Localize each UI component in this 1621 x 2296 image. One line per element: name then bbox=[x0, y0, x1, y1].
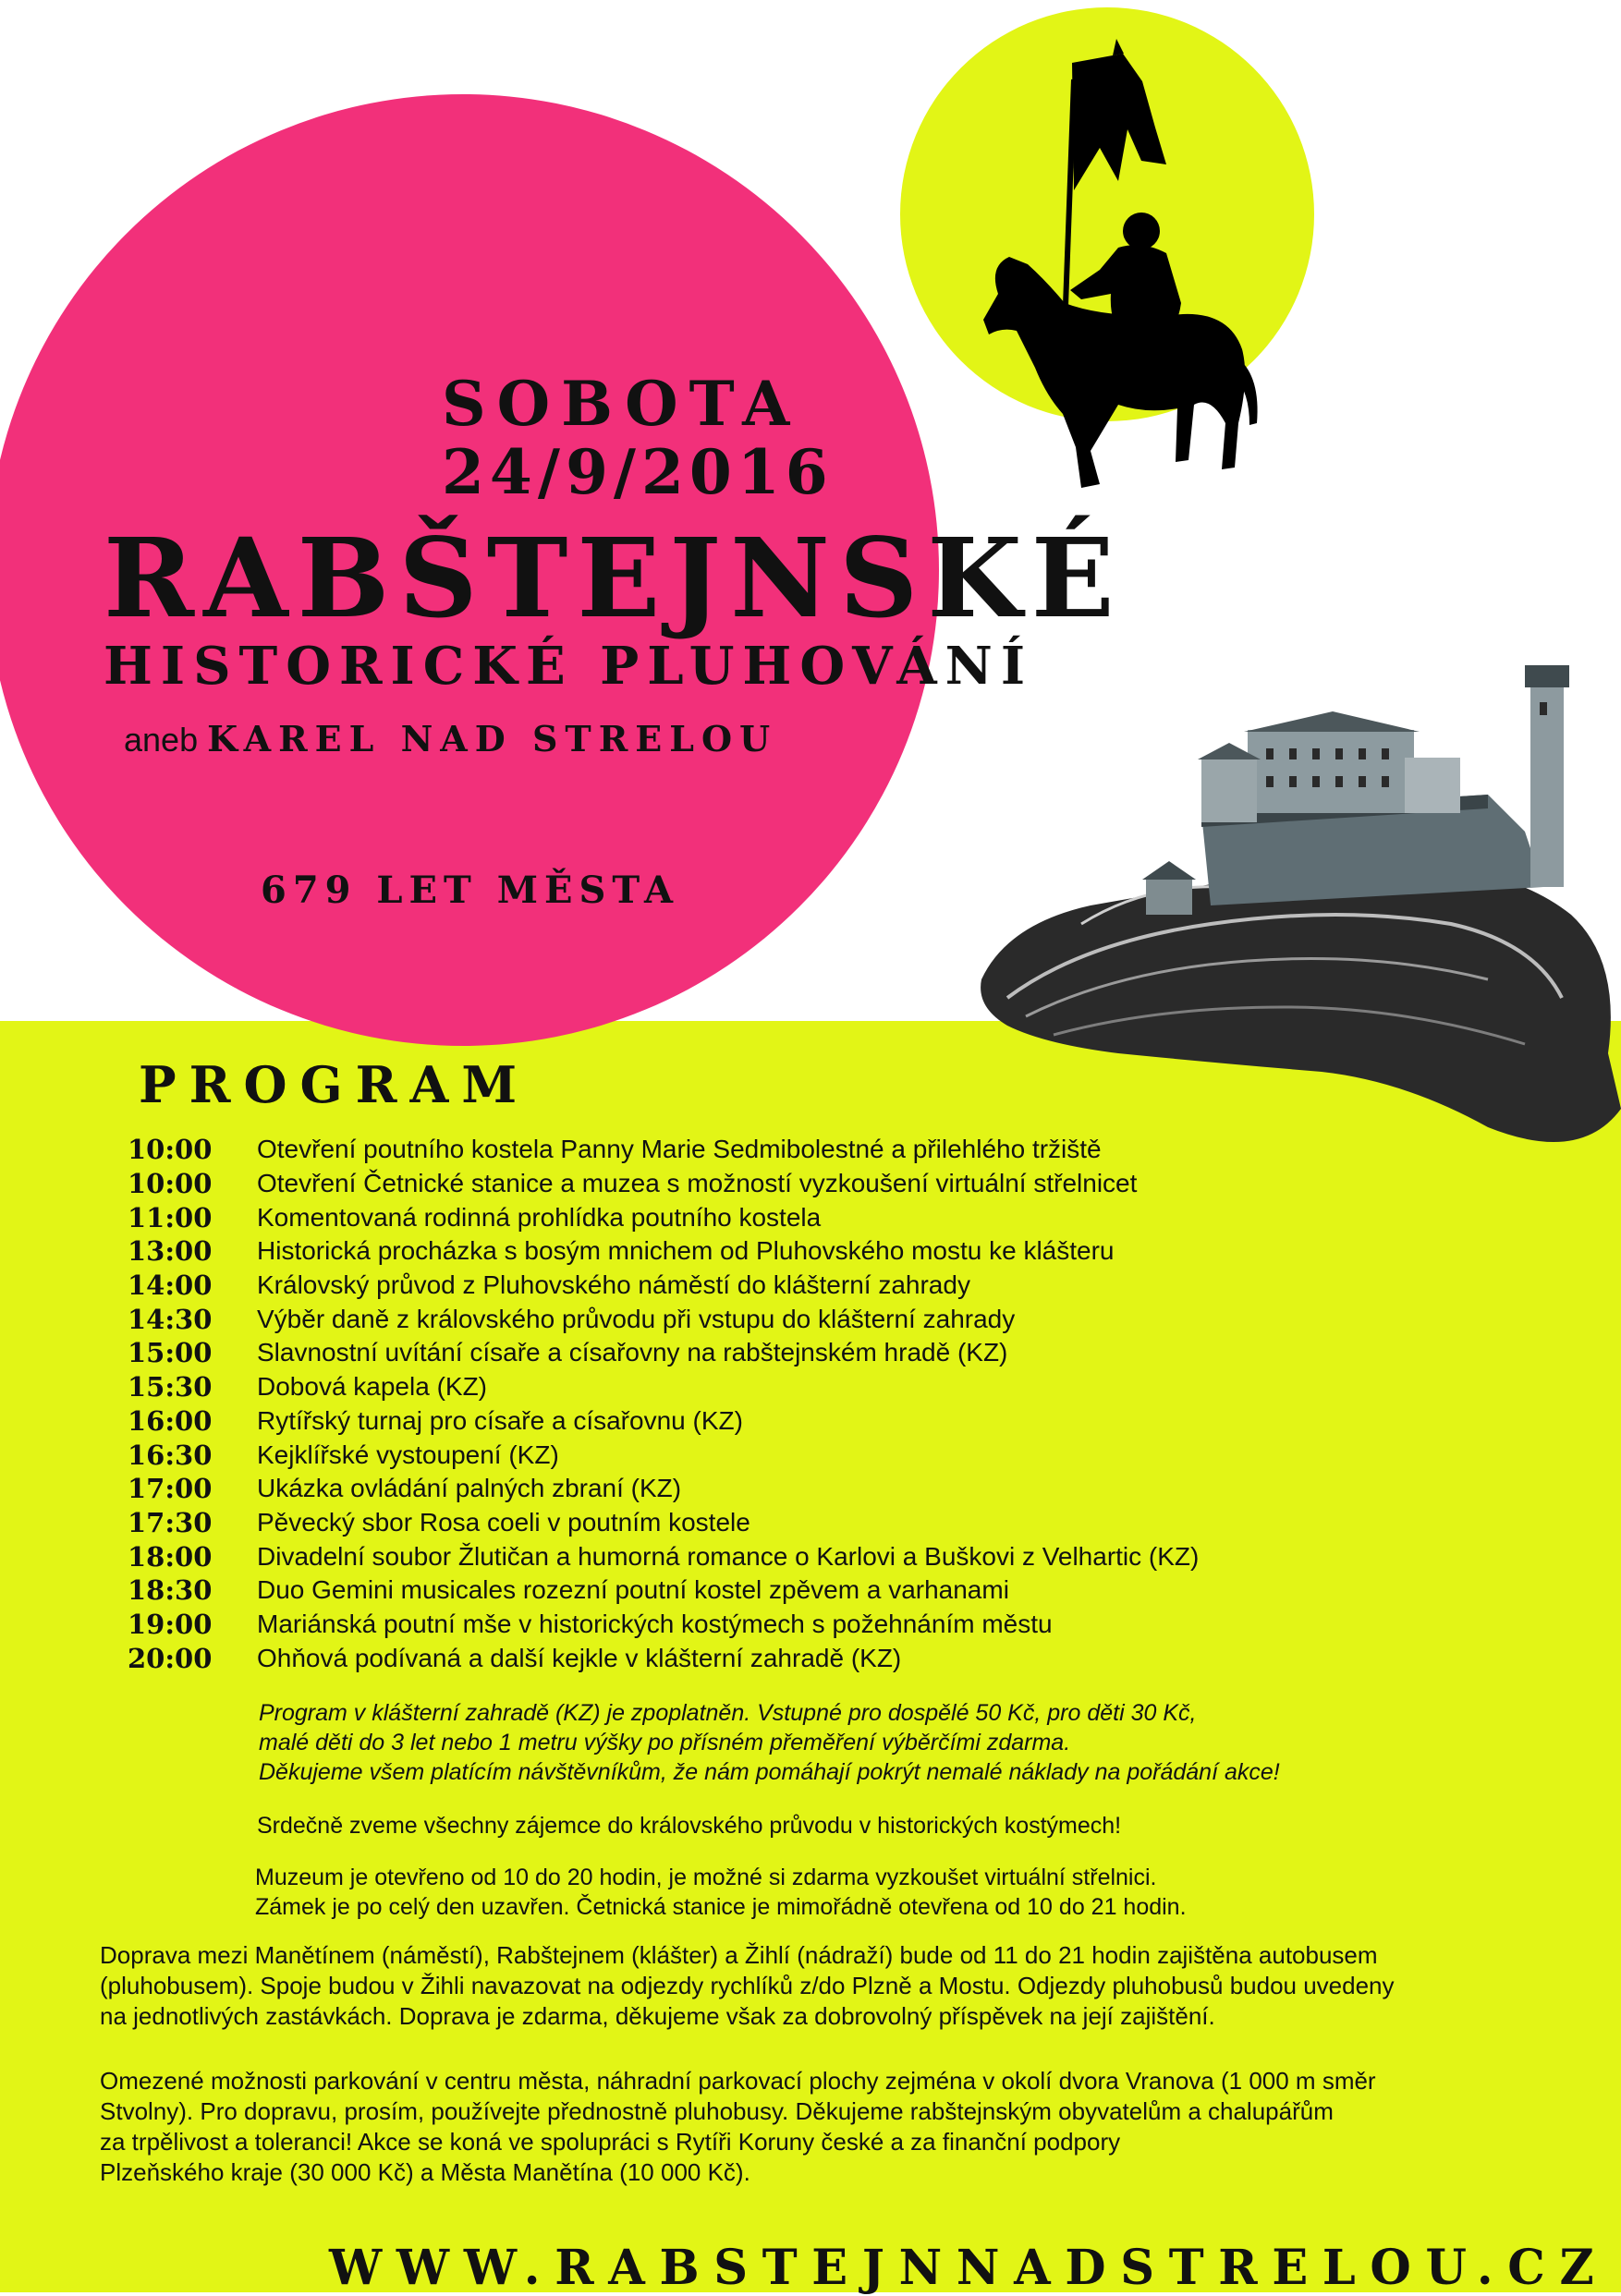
schedule-row bbox=[128, 1370, 1569, 1404]
event-date: 24/9/2016 bbox=[442, 436, 834, 508]
schedule-time: 17:30 bbox=[128, 1506, 213, 1538]
schedule-time: 17:00 bbox=[128, 1473, 213, 1505]
parking-note-line: Omezené možnosti parkování v centru města, náhradní parkovací plochy zejména v okolí dvora Vranova (1 000 m směr bbox=[100, 2067, 1376, 2095]
town-anniversary: 679 LET MĚSTA bbox=[261, 869, 679, 912]
event-alt-title bbox=[124, 718, 777, 759]
fee-note bbox=[259, 1698, 1280, 1787]
schedule-row bbox=[128, 1573, 1569, 1608]
event-subtitle: HISTORICKÉ PLUHOVÁNÍ bbox=[104, 636, 1034, 697]
parking-note bbox=[100, 2066, 1376, 2188]
aneb-name: KAREL NAD STRELOU bbox=[207, 718, 778, 759]
parking-note-line: Stvolny). Pro dopravu, prosím, používejte přednostně pluhobusy. Děkujeme rabštejnským obyvatelům a chalupářům bbox=[100, 2097, 1334, 2125]
schedule-time: 13:00 bbox=[128, 1235, 213, 1268]
schedule-event: Dobová kapela (KZ) bbox=[257, 1372, 488, 1402]
schedule-time: 15:30 bbox=[128, 1371, 213, 1403]
schedule-row bbox=[128, 1269, 1569, 1303]
museum-note-line: Zámek je po celý den uzavřen. Četnická stanice je mimořádně otevřena od 10 do 21 hodin. bbox=[255, 1894, 1187, 1920]
program-schedule bbox=[128, 1133, 1569, 1675]
schedule-time: 20:00 bbox=[128, 1642, 213, 1674]
fee-note-line: Děkujeme všem platícím návštěvníkům, že nám pomáhají pokrýt nemalé náklady na pořádání akce! bbox=[259, 1759, 1280, 1785]
schedule-event: Otevření poutního kostela Panny Marie Sedmibolestné a přilehlého tržiště bbox=[257, 1135, 1102, 1164]
schedule-event: Ohňová podívaná a další kejkle v klášterní zahradě (KZ) bbox=[257, 1643, 902, 1672]
transport-note-line: (pluhobusem). Spoje budou v Žihli navazovat na odjezdy rychlíků z/do Plzně a Mostu. Odjezdy pluhobusů budou uvedeny bbox=[100, 1972, 1395, 1999]
schedule-event: Pěvecký sbor Rosa coeli v poutním kostele bbox=[257, 1507, 750, 1537]
schedule-event: Kejklířské vystoupení (KZ) bbox=[257, 1440, 559, 1469]
event-title: RABŠTEJNSKÉ bbox=[104, 514, 1124, 642]
transport-note bbox=[100, 1940, 1395, 2032]
schedule-row bbox=[128, 1506, 1569, 1540]
transport-note-line: Doprava mezi Manětínem (náměstí), Rabštejnem (klášter) a Žihlí (nádraží) bude od 11 do 21 hodin zajištěna autobusem bbox=[100, 1941, 1378, 1969]
program-heading: PROGRAM bbox=[139, 1055, 530, 1114]
schedule-event: Ukázka ovládání palných zbraní (KZ) bbox=[257, 1474, 682, 1503]
schedule-row bbox=[128, 1302, 1569, 1336]
schedule-row bbox=[128, 1438, 1569, 1472]
schedule-row bbox=[128, 1167, 1569, 1201]
schedule-row bbox=[128, 1472, 1569, 1506]
schedule-time: 14:00 bbox=[128, 1269, 213, 1302]
website-url[interactable]: WWW.RABSTEJNNADSTRELOU.CZ bbox=[329, 2240, 1609, 2296]
museum-note-line: Muzeum je otevřeno od 10 do 20 hodin, je možné si zdarma vyzkoušet virtuální střelnici. bbox=[255, 1865, 1157, 1890]
transport-note-line: na jednotlivých zastávkách. Doprava je zdarma, děkujeme však za dobrovolný příspěvek na její zajištění. bbox=[100, 2002, 1215, 2030]
schedule-time: 10:00 bbox=[128, 1168, 213, 1200]
schedule-event: Královský průvod z Pluhovského náměstí do klášterní zahrady bbox=[257, 1270, 970, 1300]
knight-on-horse-silhouette bbox=[961, 26, 1266, 506]
schedule-event: Slavnostní uvítání císaře a císařovny na rabštejnském hradě (KZ) bbox=[257, 1338, 1008, 1367]
schedule-event: Divadelní soubor Žlutičan a humorná romance o Karlovi a Buškovi z Velhartic (KZ) bbox=[257, 1541, 1200, 1571]
schedule-row bbox=[128, 1608, 1569, 1642]
invite-note: Srdečně zveme všechny zájemce do královského průvodu v historických kostýmech! bbox=[257, 1813, 1122, 1839]
schedule-event: Výběr daně z královského průvodu při vstupu do klášterní zahrady bbox=[257, 1304, 1016, 1333]
schedule-event: Mariánská poutní mše v historických kostýmech s požehnáním městu bbox=[257, 1609, 1053, 1638]
schedule-time: 19:00 bbox=[128, 1608, 213, 1640]
schedule-time: 18:00 bbox=[128, 1540, 213, 1573]
aneb-prefix: aneb bbox=[124, 721, 199, 759]
schedule-event: Historická procházka s bosým mnichem od Pluhovského mostu ke klášteru bbox=[257, 1236, 1115, 1266]
schedule-row bbox=[128, 1234, 1569, 1269]
schedule-time: 11:00 bbox=[128, 1201, 213, 1233]
schedule-row bbox=[128, 1133, 1569, 1167]
rabstejn-castle-engraving bbox=[970, 647, 1621, 1164]
schedule-row bbox=[128, 1539, 1569, 1573]
schedule-event: Rytířský turnaj pro císaře a císařovnu (KZ) bbox=[257, 1405, 743, 1435]
schedule-time: 15:00 bbox=[128, 1337, 213, 1369]
schedule-time: 10:00 bbox=[128, 1134, 213, 1166]
schedule-event: Otevření Četnické stanice a muzea s možností vyzkoušení virtuální střelnicet bbox=[257, 1169, 1138, 1198]
schedule-time: 18:30 bbox=[128, 1574, 213, 1607]
fee-note-line: Program v klášterní zahradě (KZ) je zpoplatněn. Vstupné pro dospělé 50 Kč, pro děti 30 Kč, bbox=[259, 1700, 1197, 1726]
schedule-event: Duo Gemini musicales rozezní poutní kostel zpěvem a varhanami bbox=[257, 1575, 1009, 1605]
schedule-time: 16:00 bbox=[128, 1404, 213, 1437]
schedule-event: Komentovaná rodinná prohlídka poutního kostela bbox=[257, 1202, 822, 1232]
schedule-row bbox=[128, 1404, 1569, 1439]
schedule-row bbox=[128, 1336, 1569, 1370]
schedule-row bbox=[128, 1641, 1569, 1675]
schedule-row bbox=[128, 1200, 1569, 1234]
museum-note bbox=[255, 1863, 1187, 1922]
fee-note-line: malé děti do 3 let nebo 1 metru výšky po přísném přeměření výběrčími zdarma. bbox=[259, 1730, 1071, 1755]
event-day: SOBOTA bbox=[442, 368, 801, 440]
schedule-time: 16:30 bbox=[128, 1439, 213, 1471]
schedule-time: 14:30 bbox=[128, 1303, 213, 1335]
parking-note-line: za trpělivost a toleranci! Akce se koná ve spolupráci s Rytíři Koruny české a za finanční podpory bbox=[100, 2128, 1121, 2156]
parking-note-line: Plzeňského kraje (30 000 Kč) a Města Manětína (10 000 Kč). bbox=[100, 2158, 750, 2186]
